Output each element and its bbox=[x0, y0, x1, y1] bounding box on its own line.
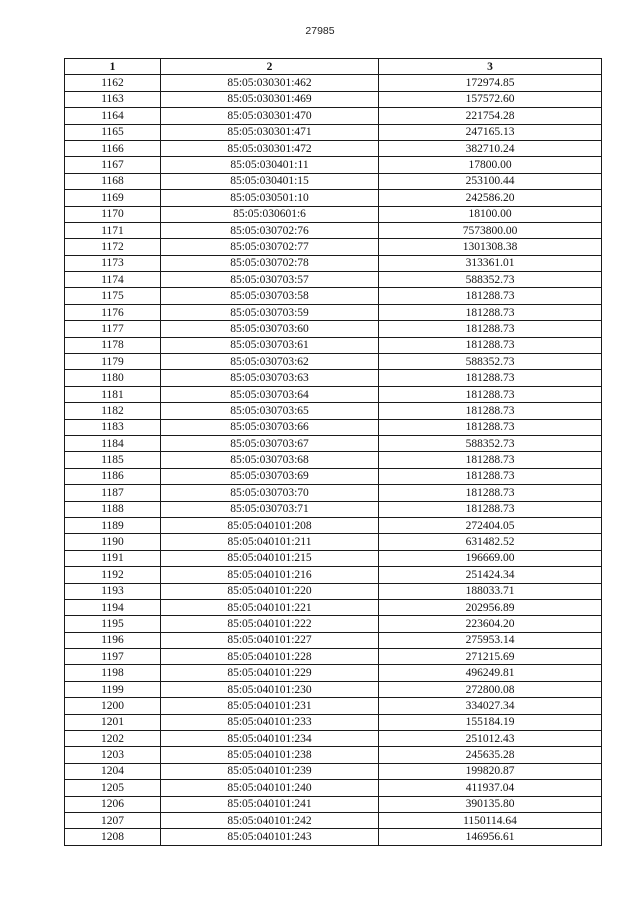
table-row bbox=[65, 517, 602, 533]
column-header-2: 2 bbox=[161, 59, 379, 75]
cadastral-number-cell: 85:05:040101:233 bbox=[161, 714, 379, 730]
table-row bbox=[65, 599, 602, 615]
table-row bbox=[65, 272, 602, 288]
row-number-cell: 1184 bbox=[65, 435, 161, 451]
table-row bbox=[65, 714, 602, 730]
cadastral-value-cell: 223604.20 bbox=[379, 616, 602, 632]
row-number-cell: 1205 bbox=[65, 780, 161, 796]
cadastral-number-cell: 85:05:030703:68 bbox=[161, 452, 379, 468]
cadastral-value-cell: 172974.85 bbox=[379, 75, 602, 91]
row-number-cell: 1166 bbox=[65, 140, 161, 156]
cadastral-value-cell: 272404.05 bbox=[379, 517, 602, 533]
cadastral-value-cell: 382710.24 bbox=[379, 140, 602, 156]
row-number-cell: 1168 bbox=[65, 173, 161, 189]
cadastral-number-cell: 85:05:040101:242 bbox=[161, 812, 379, 828]
cadastral-number-cell: 85:05:030702:76 bbox=[161, 222, 379, 238]
cadastral-number-cell: 85:05:040101:220 bbox=[161, 583, 379, 599]
cadastral-value-cell: 275953.14 bbox=[379, 632, 602, 648]
cadastral-number-cell: 85:05:040101:216 bbox=[161, 567, 379, 583]
row-number-cell: 1197 bbox=[65, 649, 161, 665]
cadastral-number-cell: 85:05:040101:238 bbox=[161, 747, 379, 763]
row-number-cell: 1201 bbox=[65, 714, 161, 730]
cadastral-value-cell: 181288.73 bbox=[379, 452, 602, 468]
row-number-cell: 1199 bbox=[65, 681, 161, 697]
cadastral-value-cell: 253100.44 bbox=[379, 173, 602, 189]
cadastral-value-cell: 1301308.38 bbox=[379, 239, 602, 255]
row-number-cell: 1165 bbox=[65, 124, 161, 140]
table-row bbox=[65, 304, 602, 320]
cadastral-value-cell: 313361.01 bbox=[379, 255, 602, 271]
table-row bbox=[65, 386, 602, 402]
row-number-cell: 1163 bbox=[65, 91, 161, 107]
table-row bbox=[65, 649, 602, 665]
row-number-cell: 1170 bbox=[65, 206, 161, 222]
cadastral-value-cell: 588352.73 bbox=[379, 354, 602, 370]
row-number-cell: 1208 bbox=[65, 829, 161, 845]
cadastral-value-cell: 271215.69 bbox=[379, 649, 602, 665]
cadastral-value-cell: 588352.73 bbox=[379, 435, 602, 451]
table-row bbox=[65, 780, 602, 796]
row-number-cell: 1182 bbox=[65, 403, 161, 419]
row-number-cell: 1181 bbox=[65, 386, 161, 402]
row-number-cell: 1180 bbox=[65, 370, 161, 386]
cadastral-value-cell: 1150114.64 bbox=[379, 812, 602, 828]
cadastral-value-cell: 155184.19 bbox=[379, 714, 602, 730]
table-row bbox=[65, 419, 602, 435]
cadastral-value-cell: 588352.73 bbox=[379, 272, 602, 288]
table-row bbox=[65, 812, 602, 828]
row-number-cell: 1207 bbox=[65, 812, 161, 828]
table-row bbox=[65, 829, 602, 845]
table-row bbox=[65, 190, 602, 206]
table-row bbox=[65, 747, 602, 763]
cadastral-value-cell: 245635.28 bbox=[379, 747, 602, 763]
table-row bbox=[65, 108, 602, 124]
cadastral-number-cell: 85:05:030703:58 bbox=[161, 288, 379, 304]
cadastral-value-cell: 631482.52 bbox=[379, 534, 602, 550]
table-row bbox=[65, 255, 602, 271]
cadastral-value-cell: 196669.00 bbox=[379, 550, 602, 566]
row-number-cell: 1206 bbox=[65, 796, 161, 812]
cadastral-number-cell: 85:05:030703:66 bbox=[161, 419, 379, 435]
cadastral-number-cell: 85:05:030301:471 bbox=[161, 124, 379, 140]
row-number-cell: 1178 bbox=[65, 337, 161, 353]
table-row bbox=[65, 173, 602, 189]
cadastral-number-cell: 85:05:040101:228 bbox=[161, 649, 379, 665]
row-number-cell: 1195 bbox=[65, 616, 161, 632]
cadastral-value-cell: 247165.13 bbox=[379, 124, 602, 140]
cadastral-value-cell: 411937.04 bbox=[379, 780, 602, 796]
cadastral-number-cell: 85:05:030301:470 bbox=[161, 108, 379, 124]
cadastral-number-cell: 85:05:030703:65 bbox=[161, 403, 379, 419]
cadastral-number-cell: 85:05:030401:11 bbox=[161, 157, 379, 173]
table-row bbox=[65, 124, 602, 140]
row-number-cell: 1167 bbox=[65, 157, 161, 173]
table-row bbox=[65, 239, 602, 255]
cadastral-value-cell: 181288.73 bbox=[379, 468, 602, 484]
cadastral-value-cell: 199820.87 bbox=[379, 763, 602, 779]
cadastral-number-cell: 85:05:030703:61 bbox=[161, 337, 379, 353]
table-row bbox=[65, 140, 602, 156]
row-number-cell: 1187 bbox=[65, 485, 161, 501]
row-number-cell: 1204 bbox=[65, 763, 161, 779]
table-row bbox=[65, 452, 602, 468]
table-row bbox=[65, 337, 602, 353]
table-row bbox=[65, 616, 602, 632]
cadastral-value-cell: 181288.73 bbox=[379, 321, 602, 337]
table-row bbox=[65, 321, 602, 337]
cadastral-number-cell: 85:05:030703:63 bbox=[161, 370, 379, 386]
row-number-cell: 1203 bbox=[65, 747, 161, 763]
cadastral-value-cell: 202956.89 bbox=[379, 599, 602, 615]
cadastral-value-cell: 157572.60 bbox=[379, 91, 602, 107]
row-number-cell: 1193 bbox=[65, 583, 161, 599]
row-number-cell: 1173 bbox=[65, 255, 161, 271]
row-number-cell: 1191 bbox=[65, 550, 161, 566]
table-row bbox=[65, 288, 602, 304]
cadastral-value-cell: 496249.81 bbox=[379, 665, 602, 681]
cadastral-value-cell: 221754.28 bbox=[379, 108, 602, 124]
cadastral-value-cell: 181288.73 bbox=[379, 304, 602, 320]
cadastral-number-cell: 85:05:040101:215 bbox=[161, 550, 379, 566]
row-number-cell: 1196 bbox=[65, 632, 161, 648]
table-row bbox=[65, 763, 602, 779]
table-row bbox=[65, 485, 602, 501]
table-row bbox=[65, 550, 602, 566]
cadastral-number-cell: 85:05:030601:6 bbox=[161, 206, 379, 222]
cadastral-number-cell: 85:05:040101:240 bbox=[161, 780, 379, 796]
cadastral-number-cell: 85:05:040101:211 bbox=[161, 534, 379, 550]
cadastral-value-cell: 7573800.00 bbox=[379, 222, 602, 238]
table-header bbox=[65, 59, 602, 75]
cadastral-number-cell: 85:05:030301:462 bbox=[161, 75, 379, 91]
table-row bbox=[65, 435, 602, 451]
cadastral-value-table bbox=[64, 58, 602, 846]
row-number-cell: 1189 bbox=[65, 517, 161, 533]
cadastral-value-cell: 251012.43 bbox=[379, 731, 602, 747]
table-row bbox=[65, 370, 602, 386]
cadastral-number-cell: 85:05:040101:230 bbox=[161, 681, 379, 697]
cadastral-value-cell: 334027.34 bbox=[379, 698, 602, 714]
cadastral-number-cell: 85:05:030703:57 bbox=[161, 272, 379, 288]
column-header-1: 1 bbox=[65, 59, 161, 75]
cadastral-number-cell: 85:05:030703:67 bbox=[161, 435, 379, 451]
table-row bbox=[65, 681, 602, 697]
row-number-cell: 1174 bbox=[65, 272, 161, 288]
cadastral-number-cell: 85:05:040101:229 bbox=[161, 665, 379, 681]
row-number-cell: 1202 bbox=[65, 731, 161, 747]
cadastral-value-cell: 390135.80 bbox=[379, 796, 602, 812]
row-number-cell: 1198 bbox=[65, 665, 161, 681]
cadastral-number-cell: 85:05:040101:234 bbox=[161, 731, 379, 747]
cadastral-number-cell: 85:05:030703:71 bbox=[161, 501, 379, 517]
row-number-cell: 1183 bbox=[65, 419, 161, 435]
table-row bbox=[65, 75, 602, 91]
row-number-cell: 1164 bbox=[65, 108, 161, 124]
row-number-cell: 1200 bbox=[65, 698, 161, 714]
row-number-cell: 1190 bbox=[65, 534, 161, 550]
cadastral-number-cell: 85:05:040101:227 bbox=[161, 632, 379, 648]
cadastral-number-cell: 85:05:030702:77 bbox=[161, 239, 379, 255]
cadastral-number-cell: 85:05:030703:60 bbox=[161, 321, 379, 337]
row-number-cell: 1186 bbox=[65, 468, 161, 484]
cadastral-value-cell: 146956.61 bbox=[379, 829, 602, 845]
table-row bbox=[65, 632, 602, 648]
cadastral-number-cell: 85:05:030703:69 bbox=[161, 468, 379, 484]
cadastral-value-cell: 272800.08 bbox=[379, 681, 602, 697]
table-row bbox=[65, 206, 602, 222]
cadastral-value-cell: 181288.73 bbox=[379, 386, 602, 402]
cadastral-number-cell: 85:05:030703:62 bbox=[161, 354, 379, 370]
cadastral-value-cell: 181288.73 bbox=[379, 337, 602, 353]
table-row bbox=[65, 796, 602, 812]
cadastral-value-cell: 251424.34 bbox=[379, 567, 602, 583]
column-header-3: 3 bbox=[379, 59, 602, 75]
cadastral-number-cell: 85:05:030501:10 bbox=[161, 190, 379, 206]
table-row bbox=[65, 665, 602, 681]
cadastral-value-cell: 17800.00 bbox=[379, 157, 602, 173]
cadastral-value-cell: 18100.00 bbox=[379, 206, 602, 222]
cadastral-number-cell: 85:05:040101:243 bbox=[161, 829, 379, 845]
cadastral-value-cell: 181288.73 bbox=[379, 501, 602, 517]
table-row bbox=[65, 468, 602, 484]
row-number-cell: 1179 bbox=[65, 354, 161, 370]
cadastral-number-cell: 85:05:030703:59 bbox=[161, 304, 379, 320]
cadastral-number-cell: 85:05:040101:231 bbox=[161, 698, 379, 714]
table-body bbox=[65, 75, 602, 845]
row-number-cell: 1185 bbox=[65, 452, 161, 468]
table-row bbox=[65, 501, 602, 517]
cadastral-number-cell: 85:05:040101:222 bbox=[161, 616, 379, 632]
row-number-cell: 1175 bbox=[65, 288, 161, 304]
cadastral-value-cell: 188033.71 bbox=[379, 583, 602, 599]
cadastral-number-cell: 85:05:030703:70 bbox=[161, 485, 379, 501]
row-number-cell: 1176 bbox=[65, 304, 161, 320]
cadastral-number-cell: 85:05:040101:208 bbox=[161, 517, 379, 533]
table-row bbox=[65, 222, 602, 238]
cadastral-value-cell: 181288.73 bbox=[379, 370, 602, 386]
table-row bbox=[65, 91, 602, 107]
cadastral-number-cell: 85:05:040101:221 bbox=[161, 599, 379, 615]
cadastral-value-cell: 181288.73 bbox=[379, 403, 602, 419]
row-number-cell: 1194 bbox=[65, 599, 161, 615]
row-number-cell: 1169 bbox=[65, 190, 161, 206]
table-row bbox=[65, 534, 602, 550]
row-number-cell: 1177 bbox=[65, 321, 161, 337]
cadastral-number-cell: 85:05:040101:239 bbox=[161, 763, 379, 779]
cadastral-number-cell: 85:05:030301:469 bbox=[161, 91, 379, 107]
table-row bbox=[65, 157, 602, 173]
page-number: 27985 bbox=[305, 25, 335, 37]
table-row bbox=[65, 731, 602, 747]
row-number-cell: 1171 bbox=[65, 222, 161, 238]
cadastral-value-cell: 181288.73 bbox=[379, 485, 602, 501]
row-number-cell: 1192 bbox=[65, 567, 161, 583]
cadastral-number-cell: 85:05:030703:64 bbox=[161, 386, 379, 402]
table-row bbox=[65, 567, 602, 583]
table-row bbox=[65, 354, 602, 370]
table-row bbox=[65, 698, 602, 714]
cadastral-number-cell: 85:05:030401:15 bbox=[161, 173, 379, 189]
cadastral-number-cell: 85:05:030301:472 bbox=[161, 140, 379, 156]
row-number-cell: 1172 bbox=[65, 239, 161, 255]
table-row bbox=[65, 403, 602, 419]
row-number-cell: 1188 bbox=[65, 501, 161, 517]
header-row bbox=[65, 59, 602, 75]
row-number-cell: 1162 bbox=[65, 75, 161, 91]
cadastral-value-cell: 181288.73 bbox=[379, 288, 602, 304]
cadastral-value-cell: 181288.73 bbox=[379, 419, 602, 435]
table-row bbox=[65, 583, 602, 599]
cadastral-number-cell: 85:05:040101:241 bbox=[161, 796, 379, 812]
cadastral-value-cell: 242586.20 bbox=[379, 190, 602, 206]
cadastral-number-cell: 85:05:030702:78 bbox=[161, 255, 379, 271]
